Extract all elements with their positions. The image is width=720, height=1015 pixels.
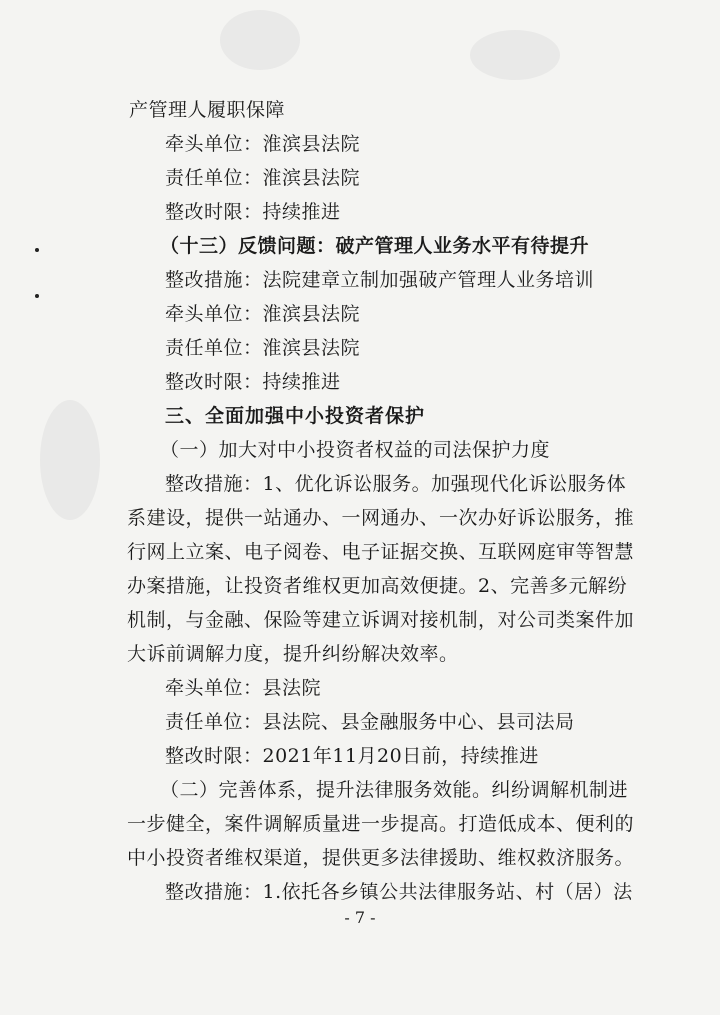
text-line: 整改措施：1、优化诉讼服务。加强现代化诉讼服务体 [165, 473, 627, 495]
text-line: 一步健全，案件调解质量进一步提高。打造低成本、便利的 [127, 813, 635, 835]
text-line: 整改时限：持续推进 [165, 201, 341, 223]
text-line: 中小投资者维权渠道，提供更多法律援助、维权救济服务。 [127, 847, 635, 869]
text-line: 整改时限：持续推进 [165, 371, 341, 393]
text-line: 行网上立案、电子阅卷、电子证据交换、互联网庭审等智慧 [127, 541, 635, 563]
text-line: 大诉前调解力度，提升纠纷解决效率。 [127, 643, 459, 665]
text-line: 整改措施：法院建章立制加强破产管理人业务培训 [165, 269, 595, 291]
scan-speck [35, 248, 39, 252]
text-line: 牵头单位：淮滨县法院 [165, 133, 361, 155]
text-line: 整改时限：2021年11月20日前，持续推进 [165, 745, 539, 767]
text-line: 整改措施：1.依托各乡镇公共法律服务站、村（居）法 [165, 881, 633, 903]
text-line: 责任单位：淮滨县法院 [165, 337, 361, 359]
text-line: 机制，与金融、保险等建立诉调对接机制，对公司类案件加 [127, 609, 635, 631]
text-line: 牵头单位：县法院 [165, 677, 322, 699]
text-line: （二）完善体系，提升法律服务效能。纠纷调解机制进 [160, 779, 629, 801]
text-line: 责任单位：淮滨县法院 [165, 167, 361, 189]
text-line: 办案措施，让投资者维权更加高效便捷。2、完善多元解纷 [127, 575, 628, 597]
text-line: （一）加大对中小投资者权益的司法保护力度 [160, 439, 551, 461]
text-line: 产管理人履职保障 [129, 99, 286, 121]
scan-speck [35, 294, 39, 298]
text-line: 牵头单位：淮滨县法院 [165, 303, 361, 325]
page-number: - 7 - [344, 908, 376, 927]
chapter-heading: 三、全面加强中小投资者保护 [165, 405, 426, 427]
text-line: 系建设，提供一站通办、一网通办、一次办好诉讼服务，推 [127, 507, 635, 529]
section-heading: （十三）反馈问题：破产管理人业务水平有待提升 [160, 235, 590, 257]
text-line: 责任单位：县法院、县金融服务中心、县司法局 [165, 711, 575, 733]
